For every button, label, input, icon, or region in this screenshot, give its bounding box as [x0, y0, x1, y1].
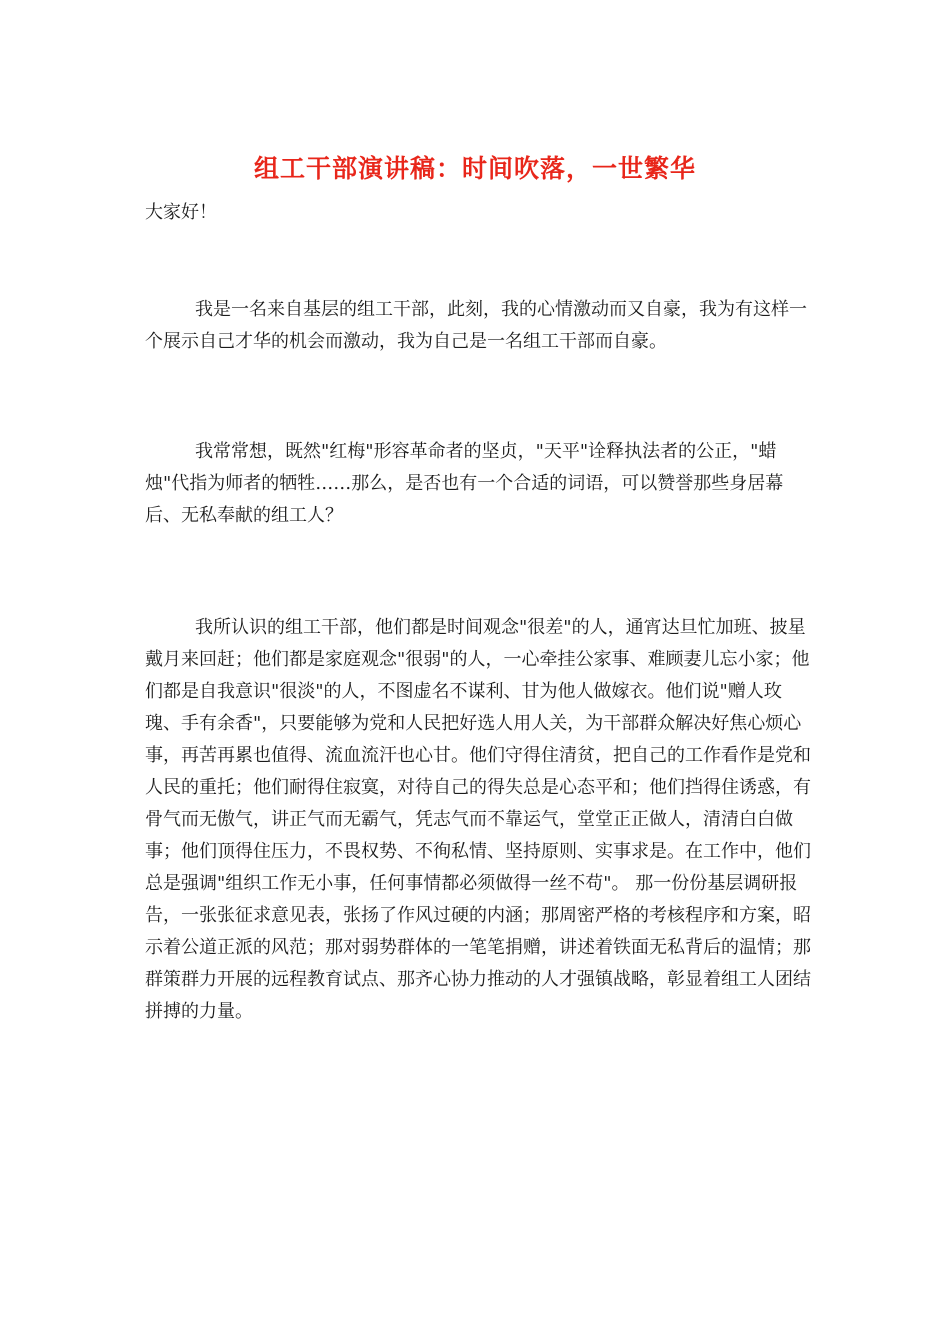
paragraph-3: 我所认识的组工干部，他们都是时间观念"很差"的人，通宵达旦忙加班、披星戴月来回赶；他们都是家庭观念"很弱"的人，一心牵挂公家事、难顾妻儿忘小家；他们都是自我意识"很淡"的人，不图虚名不谋利、甘为他人做嫁衣。他们说"赠人玫瑰、手有余香"，只要能够为党和人民把好选人用人关，为干部群众解决好焦心烦心事，再苦再累也值得、流血流汗也心甘。他们守得住清贫，把自己的工作看作是党和人民的重托；他们耐得住寂寞，对待自己的得失总是心态平和；他们挡得住诱惑，有骨气而无傲气，讲正气而无霸气，凭志气而不靠运气，堂堂正正做人，清清白白做事；他们顶得住压力，不畏权势、不徇私情、坚持原则、实事求是。在工作中，他们总是强调"组织工作无小事，任何事情都必须做得一丝不苟"。 那一份份基层调研报告，一张张征求意见表，张扬了作风过硬的内涵；那周密严格的考核程序和方案，昭示着公道正派的风范；那对弱势群体的一笔笔捐赠，讲述着铁面无私背后的温情；那群策群力开展的远程教育试点、那齐心协力推动的人才强镇战略，彰显着组工人团结拼搏的力量。 — [145, 617, 811, 1022]
paragraph-1: 我是一名来自基层的组工干部，此刻，我的心情激动而又自豪，我为有这样一个展示自己才华的机会而激动，我为自己是一名组工干部而自豪。 — [145, 299, 808, 352]
document-title: 组工干部演讲稿：时间吹落，一世繁华 — [253, 154, 696, 183]
paragraph-2: 我常常想，既然"红梅"形容革命者的坚贞，"天平"诠释执法者的公正，"蜡烛"代指为师者的牺牲……那么，是否也有一个合适的词语，可以赞誉那些身居幕后、无私奉献的组工人？ — [145, 441, 784, 526]
greeting: 大家好！ — [145, 202, 217, 223]
